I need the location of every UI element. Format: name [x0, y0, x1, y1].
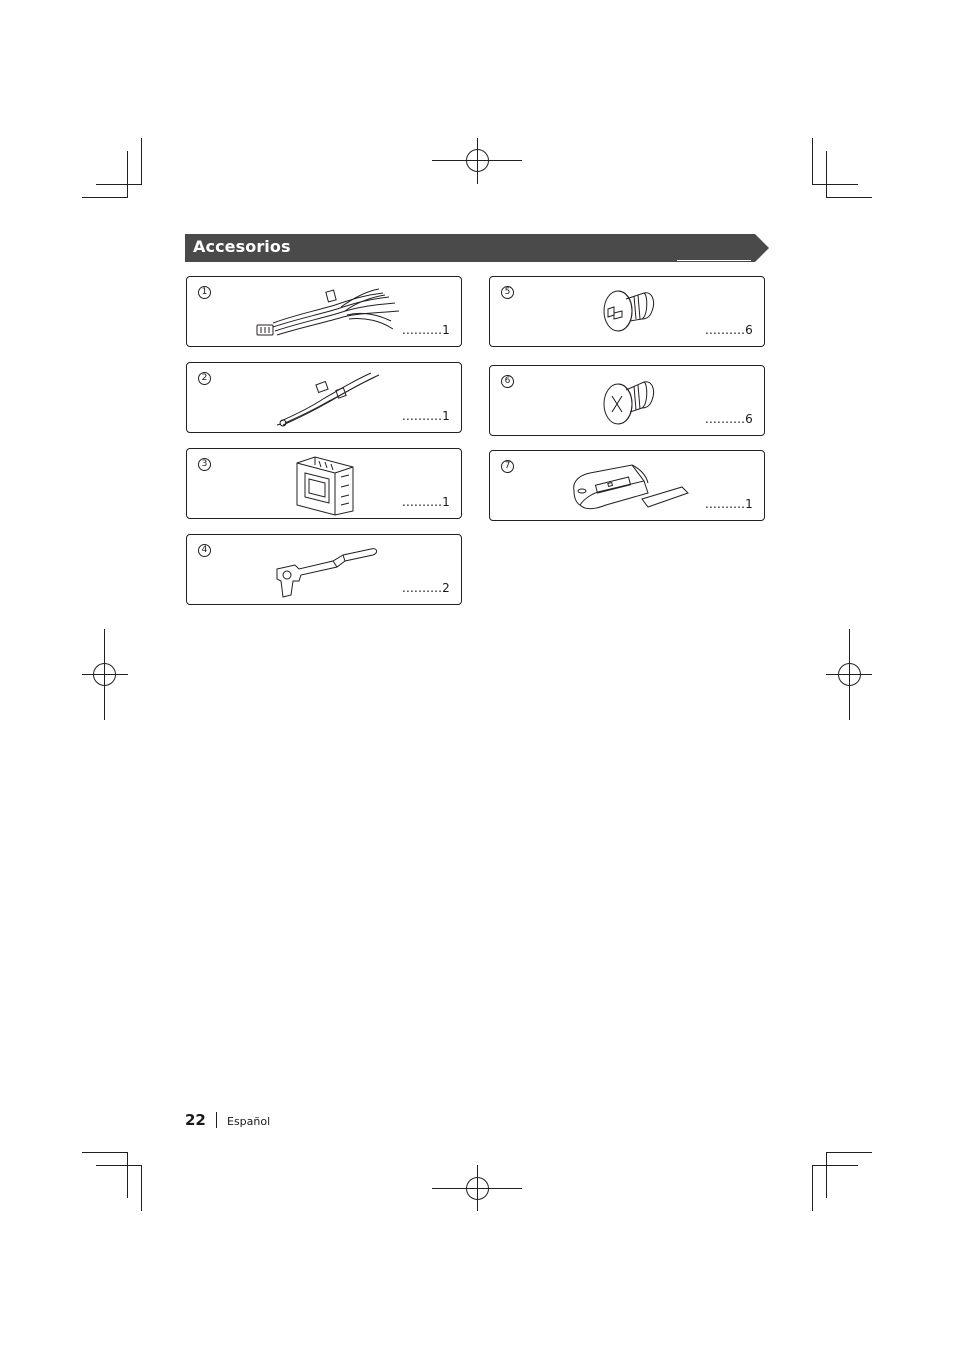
accessory-card-6 — [489, 365, 765, 436]
item-quantity: ..........1 — [705, 497, 753, 511]
flat-head-screw-icon — [600, 285, 660, 335]
item-number-badge: 4 — [198, 544, 211, 557]
removal-tool-icon — [271, 541, 383, 599]
item-quantity: ..........1 — [402, 495, 450, 509]
item-number-badge: 1 — [198, 286, 211, 299]
item-quantity: ..........1 — [402, 409, 450, 423]
accessory-card-4 — [186, 534, 462, 605]
item-number-badge: 2 — [198, 372, 211, 385]
item-quantity: ..........6 — [705, 412, 753, 426]
page-number: 22 — [185, 1111, 206, 1129]
item-quantity: ..........6 — [705, 323, 753, 337]
item-quantity: ..........1 — [402, 323, 450, 337]
accessory-card-2 — [186, 362, 462, 433]
footer-language: Español — [227, 1115, 271, 1128]
accessory-card-3 — [186, 448, 462, 519]
mounting-sleeve-icon — [291, 453, 357, 517]
phillips-screw-icon — [600, 374, 660, 428]
escutcheon-trim-plate-icon — [570, 461, 692, 515]
item-number-badge: 5 — [501, 286, 514, 299]
section-banner — [185, 234, 769, 262]
wiring-harness-icon — [255, 285, 405, 341]
accessory-card-1 — [186, 276, 462, 347]
accessory-card-5 — [489, 276, 765, 347]
item-quantity: ..........2 — [402, 581, 450, 595]
item-number-badge: 3 — [198, 458, 211, 471]
extension-cable-icon — [275, 367, 385, 429]
accessory-card-7 — [489, 450, 765, 521]
footer-divider — [216, 1112, 217, 1128]
item-number-badge: 6 — [501, 375, 514, 388]
item-number-badge: 7 — [501, 460, 514, 473]
section-title: Accesorios — [193, 237, 291, 256]
